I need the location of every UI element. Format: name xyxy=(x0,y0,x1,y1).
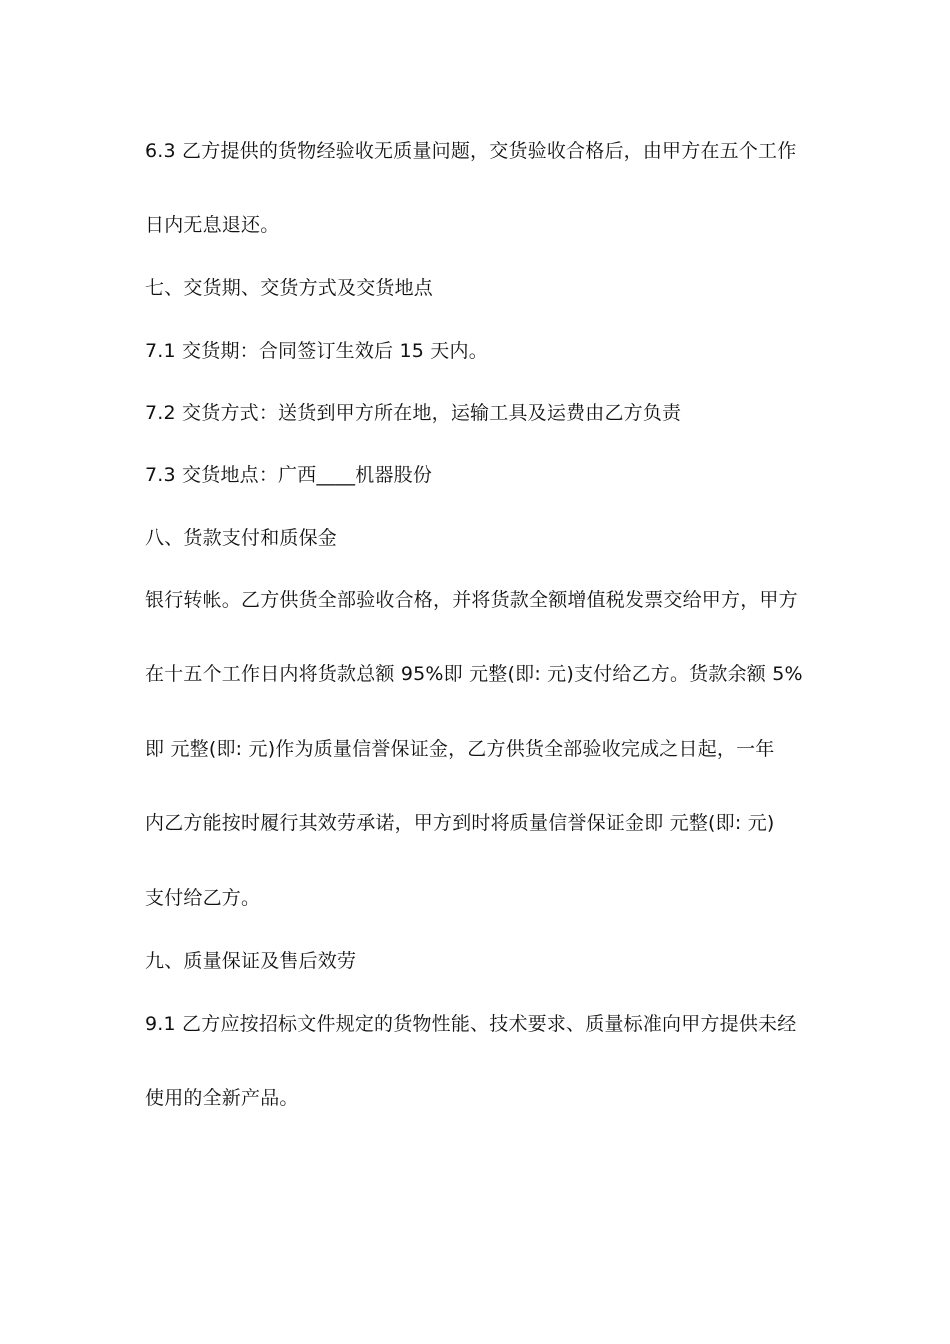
paragraph-6-3-line-2: 日内无息退还。 xyxy=(145,214,280,236)
payment-line-2: 在十五个工作日内将货款总额 95%即 元整(即: 元)支付给乙方。货款余额 5% xyxy=(145,663,803,685)
clause-7-1: 7.1 交货期：合同签订生效后 15 天内。 xyxy=(145,340,488,362)
paragraph-6-3-line-1: 6.3 乙方提供的货物经验收无质量问题，交货验收合格后，由甲方在五个工作 xyxy=(145,140,797,162)
section-heading-8: 八、货款支付和质保金 xyxy=(145,527,338,549)
payment-line-3: 即 元整(即: 元)作为质量信誉保证金，乙方供货全部验收完成之日起，一年 xyxy=(145,738,775,760)
section-heading-7: 七、交货期、交货方式及交货地点 xyxy=(145,277,434,299)
clause-7-3: 7.3 交货地点：广西____机器股份 xyxy=(145,464,433,486)
section-heading-9: 九、质量保证及售后效劳 xyxy=(145,950,357,972)
clause-7-2: 7.2 交货方式：送货到甲方所在地，运输工具及运费由乙方负责 xyxy=(145,402,682,424)
clause-9-1-line-1: 9.1 乙方应按招标文件规定的货物性能、技术要求、质量标准向甲方提供未经 xyxy=(145,1013,797,1035)
payment-line-4: 内乙方能按时履行其效劳承诺，甲方到时将质量信誉保证金即 元整(即: 元) xyxy=(145,812,775,834)
clause-9-1-line-2: 使用的全新产品。 xyxy=(145,1087,299,1109)
payment-line-5: 支付给乙方。 xyxy=(145,887,261,909)
payment-line-1: 银行转帐。乙方供货全部验收合格，并将货款全额增值税发票交给甲方，甲方 xyxy=(145,589,798,611)
